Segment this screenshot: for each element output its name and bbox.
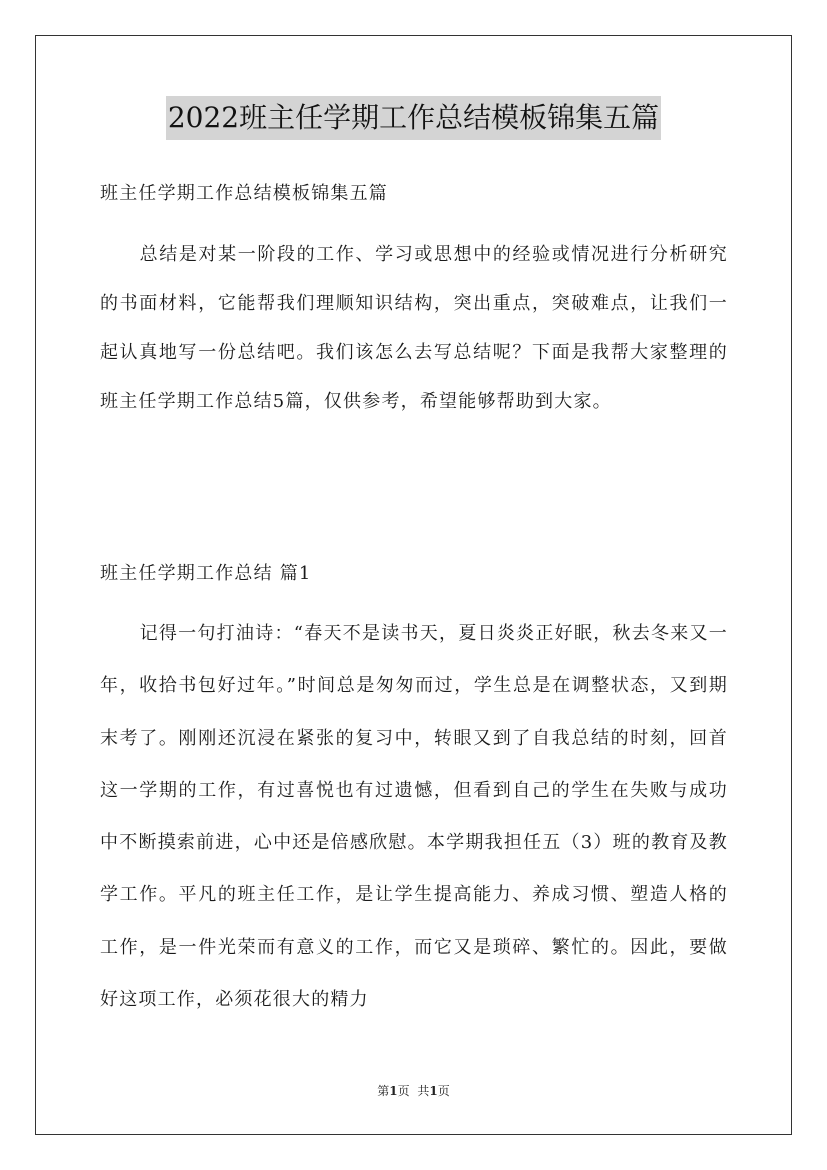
- document-title: 2022班主任学期工作总结模板锦集五篇: [166, 96, 661, 140]
- total-suffix: 页: [437, 1084, 450, 1098]
- title-container: [0, 96, 827, 140]
- page-prefix: 第: [377, 1084, 390, 1098]
- section-body-paragraph: 记得一句打油诗：“春天不是读书天，夏日炎炎正好眠，秋去冬来又一年，收拾书包好过年。”时间总是匆匆而过，学生总是在调整状态，又到期末考了。刚刚还沉浸在紧张的复习中，转眼又到了自我总结的时刻，回首这一学期的工作，有过喜悦也有过遗憾，但看到自己的学生在失败与成功中不断摸索前进，心中还是倍感欣慰。本学期我担任五（3）班的教育及教学工作。平凡的班主任工作，是让学生提高能力、养成习惯、塑造人格的工作，是一件光荣而有意义的工作，而它又是琐碎、繁忙的。因此，要做好这项工作，必须花很大的精力: [100, 623, 728, 1011]
- intro-paragraph: 总结是对某一阶段的工作、学习或思想中的经验或情况进行分析研究的书面材料，它能帮我们理顺知识结构，突出重点，突破难点，让我们一起认真地写一份总结吧。我们该怎么去写总结呢？下面是我帮大家整理的班主任学期工作总结5篇，仅供参考，希望能够帮助到大家。: [100, 244, 728, 412]
- page-number: 1: [389, 1084, 398, 1098]
- total-pages: 1: [429, 1084, 438, 1098]
- document-subtitle: 班主任学期工作总结模板锦集五篇: [100, 183, 388, 204]
- section-heading: 班主任学期工作总结 篇1: [100, 563, 312, 584]
- page-footer: [0, 1083, 827, 1099]
- page-suffix: 页: [397, 1084, 410, 1098]
- total-prefix: 共: [417, 1084, 430, 1098]
